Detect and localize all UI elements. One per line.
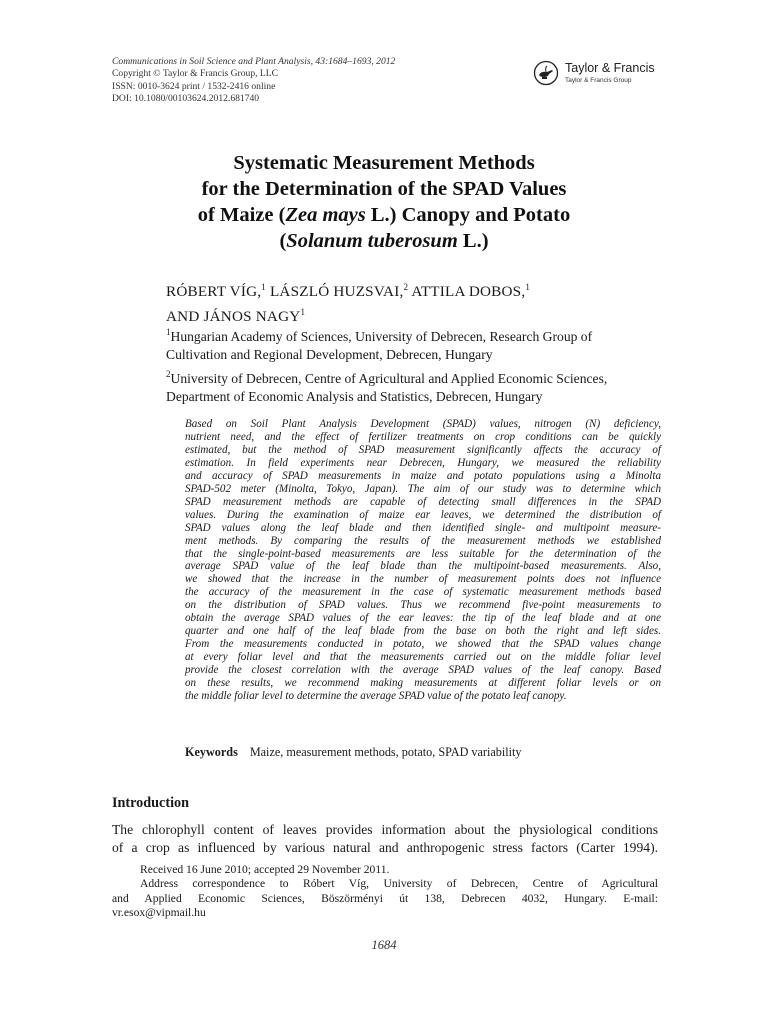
abstract — [185, 418, 661, 703]
abstract-line: average SPAD value of the leaf blade than the multipoint-based measurements. Also, — [185, 560, 661, 573]
intro-line: The chlorophyll content of leaves provides information about the physiological conditions — [112, 822, 658, 837]
keywords-label: Keywords — [185, 745, 238, 759]
correspondence-line: Address correspondence to Róbert Víg, University of Debrecen, Centre of Agricultural — [140, 877, 658, 891]
authors-line-2: AND JÁNOS NAGY$^1$ — [166, 307, 306, 325]
abstract-line: at every foliar level and that the measurements carried out on the middle foliar level — [185, 651, 661, 664]
issn-line: ISSN: 0010-3624 print / 1532-2416 online — [112, 80, 276, 92]
author-list — [166, 277, 530, 327]
journal-citation: Communications in Soil Science and Plant Analysis, 43:1684–1693, 2012 — [112, 56, 396, 67]
abstract-line: on the distribution of SPAD values. Thus we recommend five-point measurements to — [185, 599, 661, 612]
abstract-line: SPAD measurement methods are capable of detecting small differences in the SPAD — [185, 495, 661, 508]
received-date: Received 16 June 2010; accepted 29 November 2011. — [140, 863, 390, 876]
publisher-group: Taylor & Francis Group — [565, 77, 632, 84]
abstract-line: SPAD values along the leaf blade and then identified single- and multipoint measure- — [185, 521, 661, 534]
keywords — [185, 745, 522, 760]
abstract-line: on these results, we recommend making measurements at different foliar levels or on — [185, 677, 661, 690]
abstract-line: nutrient need, and the effect of fertilizer treatments on crop conditions can be quickly — [185, 430, 661, 443]
correspondence-email[interactable]: vr.esox@vipmail.hu — [112, 906, 206, 920]
article-title — [112, 150, 656, 254]
introduction-body — [112, 821, 658, 857]
page-number: 1684 — [371, 938, 397, 952]
publisher-logo[interactable] — [533, 60, 673, 90]
oil-lamp-icon — [533, 60, 561, 86]
abstract-line: that the single-point-based measurements are less suitable for the determination of the — [185, 547, 661, 560]
doi-line[interactable]: DOI: 10.1080/00103624.2012.681740 — [112, 93, 260, 105]
affiliations — [166, 323, 662, 407]
author-name: ATTILA DOBOS, — [411, 283, 526, 300]
abstract-line: From the measurements conducted in potato, we showed that the SPAD values change — [185, 638, 661, 651]
copyright-line: Copyright © Taylor & Francis Group, LLC — [112, 68, 279, 80]
abstract-line: estimated, but the method of SPAD measurement significantly affects the accuracy of — [185, 443, 661, 456]
abstract-line: quarter and one half of the leaf blade from the base on both the right and left sides. — [185, 625, 661, 638]
footnote — [112, 863, 658, 921]
abstract-line: provide the closest correlation with the average SPAD values of the leaf canopy. Based — [185, 664, 661, 677]
abstract-line: estimation. In field experiments near Debrecen, Hungary, we measured the reliability — [185, 456, 661, 469]
journal-header — [112, 56, 492, 106]
title-line-1: Systematic Measurement Methods — [233, 152, 535, 174]
title-line-3: of Maize (Zea mays L.) Canopy and Potato — [197, 204, 571, 226]
authors-line-1: RÓBERT VÍG,$^1$ LÁSZLÓ HUZSVAI,$^2$ ATTILA DOBOS,$^1$ — [166, 282, 531, 300]
author-name: RÓBERT VÍG, — [166, 283, 262, 300]
keywords-text: Maize, measurement methods, potato, SPAD variability — [249, 745, 522, 759]
correspondence-line: and Applied Economic Sciences, Böszörményi út 138, Debrecen 4032, Hungary. E-mail: — [112, 891, 658, 905]
affiliation-1-cont: Cultivation and Regional Development, Debrecen, Hungary — [166, 347, 493, 363]
abstract-line: the accuracy of the measurement in the case of systematic measurement methods based — [185, 586, 661, 599]
abstract-line: we showed that the increase in the number of measurement points does not influence — [185, 573, 661, 586]
intro-line: of a crop as influenced by various natural and anthropogenic stress factors (Carter 1994). — [112, 840, 658, 855]
abstract-line: obtain the average SPAD values of the ear leaves: the tip of the leaf blade and at one — [185, 612, 661, 625]
abstract-line: and accuracy of SPAD measurements in maize and potato populations using a Minolta — [185, 469, 661, 482]
publisher-name: Taylor & Francis — [565, 61, 655, 75]
abstract-line: the middle foliar level to determine the average SPAD value of the potato leaf canopy. — [185, 690, 567, 703]
abstract-line: ment methods. By comparing the results of the measurement methods we established — [185, 534, 661, 547]
affiliation-1: $^1$Hungarian Academy of Sciences, University of Debrecen, Research Group of — [166, 327, 593, 344]
affiliation-2-cont: Department of Economic Analysis and Statistics, Debrecen, Hungary — [166, 389, 543, 405]
title-line-4: (Solanum tuberosum L.) — [279, 230, 489, 252]
affiliation-2: $^2$University of Debrecen, Centre of Agricultural and Applied Economic Sciences, — [166, 368, 608, 386]
species-name-potato: Solanum tuberosum — [286, 230, 458, 252]
author-name: LÁSZLÓ HUZSVAI, — [269, 283, 404, 300]
title-line-2: for the Determination of the SPAD Values — [201, 178, 567, 200]
species-name-maize: Zea mays — [285, 204, 366, 226]
abstract-line: Based on Soil Plant Analysis Development (SPAD) values, nitrogen (N) deficiency, — [185, 418, 661, 430]
abstract-line: SPAD-502 meter (Minolta, Tokyo, Japan). The aim of our study was to determine which — [185, 482, 661, 495]
author-name: AND JÁNOS NAGY — [166, 308, 301, 325]
abstract-line: values. During the examination of maize ear leaves, we determined the distribution of — [185, 508, 661, 521]
section-heading-introduction: Introduction — [112, 795, 189, 811]
